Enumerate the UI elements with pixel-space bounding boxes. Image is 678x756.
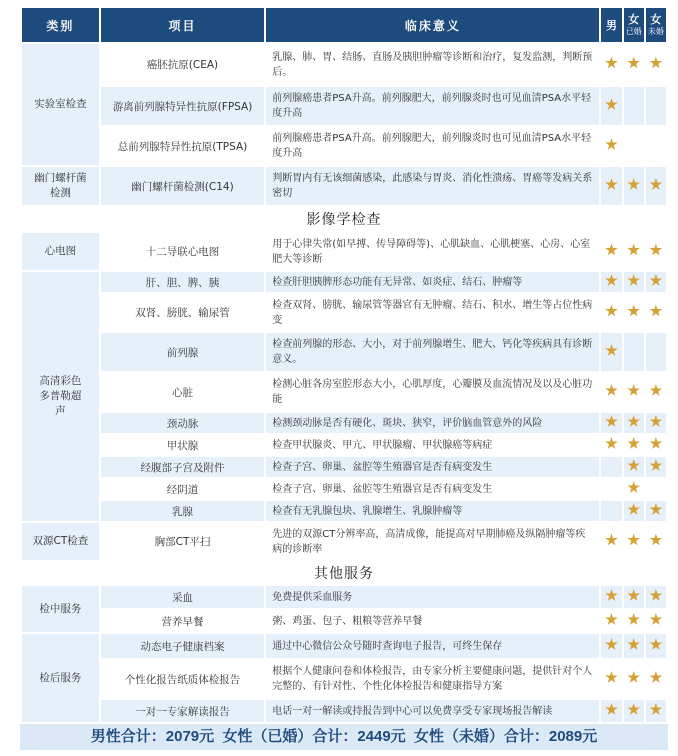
category-lab: 实验室检查 bbox=[22, 44, 99, 165]
star-icon bbox=[605, 138, 618, 151]
star-cell-m bbox=[601, 501, 621, 521]
star-icon bbox=[649, 671, 662, 684]
category-ultrasound: 高清彩色多普勒超声 bbox=[22, 272, 99, 521]
item-name: 营养早餐 bbox=[101, 610, 265, 632]
header-female-unmarried: 女 未婚 bbox=[646, 8, 666, 42]
star-icon bbox=[649, 178, 662, 191]
star-cell-m bbox=[601, 373, 621, 411]
star-cell-m bbox=[601, 479, 621, 499]
star-icon bbox=[627, 671, 640, 684]
table-row bbox=[22, 457, 666, 477]
header-category: 类别 bbox=[22, 8, 99, 42]
star-icon bbox=[605, 57, 618, 70]
star-cell-fu bbox=[646, 44, 666, 85]
star-icon bbox=[627, 481, 640, 494]
total-female-unmarried: 女性（未婚）合计：2089元 bbox=[413, 728, 598, 745]
item-meaning: 检测颈动脉是否有硬化、斑块、狭窄，评价脑血管意外的风险 bbox=[266, 413, 599, 433]
table-row bbox=[22, 233, 666, 270]
star-cell-fu bbox=[646, 413, 666, 433]
star-cell-fu bbox=[646, 501, 666, 521]
star-cell-fu bbox=[646, 700, 666, 722]
star-cell-m bbox=[601, 586, 621, 608]
table-row bbox=[22, 501, 666, 521]
star-icon bbox=[605, 384, 618, 397]
star-icon bbox=[627, 534, 640, 547]
item-name: 采血 bbox=[101, 586, 265, 608]
star-cell-m bbox=[601, 435, 621, 455]
item-name: 一对一专家解读报告 bbox=[101, 700, 265, 722]
table-row bbox=[22, 167, 666, 205]
star-cell-m bbox=[601, 660, 621, 698]
star-cell-fm bbox=[624, 333, 644, 371]
star-icon bbox=[605, 703, 618, 716]
table-row bbox=[22, 700, 666, 722]
star-cell-fm bbox=[624, 127, 644, 165]
star-icon bbox=[649, 459, 662, 472]
star-icon bbox=[627, 638, 640, 651]
star-cell-m bbox=[601, 87, 621, 125]
star-icon bbox=[627, 384, 640, 397]
item-meaning: 前列腺癌患者PSA升高。前列腺肥大，前列腺炎时也可见血清PSA水平轻度升高 bbox=[266, 127, 599, 165]
star-icon bbox=[649, 534, 662, 547]
star-icon bbox=[627, 244, 640, 257]
star-cell-fu bbox=[646, 457, 666, 477]
star-icon bbox=[605, 415, 618, 428]
star-icon bbox=[627, 503, 640, 516]
star-cell-m bbox=[601, 634, 621, 658]
section-imaging-title: 影像学检查 bbox=[22, 207, 666, 231]
item-name: 双肾、膀胱、输尿管 bbox=[101, 294, 265, 331]
item-name: 十二导联心电图 bbox=[101, 233, 265, 270]
category-post: 检后服务 bbox=[22, 634, 99, 722]
price-total-bar bbox=[20, 724, 668, 750]
star-cell-m bbox=[601, 700, 621, 722]
table-row bbox=[22, 333, 666, 371]
star-cell-m bbox=[601, 294, 621, 331]
header-meaning: 临床意义 bbox=[266, 8, 599, 42]
category-hp: 幽门螺杆菌检测 bbox=[22, 167, 99, 205]
item-name: 肝、胆、脾、胰 bbox=[101, 272, 265, 292]
table-row bbox=[22, 127, 666, 165]
star-cell-fm bbox=[624, 44, 644, 85]
header-item: 项目 bbox=[101, 8, 265, 42]
star-icon bbox=[605, 671, 618, 684]
total-male: 男性合计：2079元 bbox=[90, 728, 215, 745]
item-meaning: 根据个人健康问卷和体检报告，由专家分析主要健康问题，提供针对个人完整的、有针对性、个性化体检报告和健康指导方案 bbox=[266, 660, 599, 698]
star-cell-m bbox=[601, 167, 621, 205]
star-icon bbox=[649, 244, 662, 257]
item-name: 经腹部子宫及附件 bbox=[101, 457, 265, 477]
star-icon bbox=[605, 437, 618, 450]
star-cell-fu bbox=[646, 586, 666, 608]
star-cell-fu bbox=[646, 233, 666, 270]
item-meaning: 检查肝胆胰脾形态功能有无异常、如炎症、结石、肿瘤等 bbox=[266, 272, 599, 292]
item-name: 动态电子健康档案 bbox=[101, 634, 265, 658]
header-male: 男 bbox=[601, 8, 621, 42]
star-cell-fu bbox=[646, 373, 666, 411]
star-icon bbox=[627, 613, 640, 626]
star-cell-fu bbox=[646, 294, 666, 331]
star-icon bbox=[627, 437, 640, 450]
item-name: 幽门螺杆菌检测(C14) bbox=[101, 167, 265, 205]
star-icon bbox=[627, 589, 640, 602]
table-row bbox=[22, 660, 666, 698]
star-icon bbox=[605, 274, 618, 287]
category-ct: 双源CT检查 bbox=[22, 523, 99, 560]
star-icon bbox=[649, 703, 662, 716]
star-icon bbox=[627, 459, 640, 472]
table-row bbox=[22, 413, 666, 433]
star-cell-fm bbox=[624, 233, 644, 270]
item-meaning: 判断胃内有无该细菌感染，此感染与胃炎、消化性溃疡、胃癌等发病关系密切 bbox=[266, 167, 599, 205]
item-meaning: 电话一对一解读或持报告到中心可以免费享受专家现场报告解读 bbox=[266, 700, 599, 722]
item-meaning: 检查前列腺的形态、大小，对于前列腺增生、肥大、钙化等疾病具有诊断意义。 bbox=[266, 333, 599, 371]
item-name: 个性化报告纸质体检报告 bbox=[101, 660, 265, 698]
star-cell-fm bbox=[624, 87, 644, 125]
table-row bbox=[22, 523, 666, 560]
item-name: 心脏 bbox=[101, 373, 265, 411]
table-row bbox=[22, 44, 666, 85]
item-name: 乳腺 bbox=[101, 501, 265, 521]
item-meaning: 检查子宫、卵巢、盆腔等生殖器官是否有病变发生 bbox=[266, 457, 599, 477]
item-name: 经阴道 bbox=[101, 479, 265, 499]
star-cell-m bbox=[601, 413, 621, 433]
section-other-title: 其他服务 bbox=[22, 562, 666, 584]
star-cell-fu bbox=[646, 435, 666, 455]
star-cell-m bbox=[601, 44, 621, 85]
item-name: 甲状腺 bbox=[101, 435, 265, 455]
star-icon bbox=[649, 274, 662, 287]
star-icon bbox=[649, 613, 662, 626]
category-ecg: 心电图 bbox=[22, 233, 99, 270]
star-icon bbox=[627, 57, 640, 70]
item-meaning: 免费提供采血服务 bbox=[266, 586, 599, 608]
item-name: 总前列腺特异性抗原(TPSA) bbox=[101, 127, 265, 165]
star-cell-m bbox=[601, 523, 621, 560]
item-name: 游离前列腺特异性抗原(FPSA) bbox=[101, 87, 265, 125]
item-meaning: 粥、鸡蛋、包子、粗粮等营养早餐 bbox=[266, 610, 599, 632]
star-icon bbox=[649, 415, 662, 428]
star-icon bbox=[605, 244, 618, 257]
item-meaning: 乳腺、肺、胃、结肠、直肠及胰胆肿瘤等诊断和治疗，复发监测，判断预后。 bbox=[266, 44, 599, 85]
table-header bbox=[22, 8, 666, 42]
star-icon bbox=[605, 178, 618, 191]
star-cell-fm bbox=[624, 523, 644, 560]
star-icon bbox=[649, 638, 662, 651]
star-icon bbox=[649, 384, 662, 397]
star-icon bbox=[627, 703, 640, 716]
star-icon bbox=[649, 437, 662, 450]
star-icon bbox=[605, 534, 618, 547]
item-meaning: 先进的双源CT分辨率高，高清成像，能提高对早期肺癌及纵隔肿瘤等疾病的诊断率 bbox=[266, 523, 599, 560]
star-cell-fm bbox=[624, 294, 644, 331]
star-cell-fm bbox=[624, 272, 644, 292]
star-icon bbox=[649, 57, 662, 70]
total-female-married: 女性（已婚）合计：2449元 bbox=[222, 728, 406, 745]
item-meaning: 检查双肾、膀胱、输尿管等器官有无肿瘤、结石、积水、增生等占位性病变 bbox=[266, 294, 599, 331]
table-row bbox=[22, 294, 666, 331]
star-cell-fm bbox=[624, 435, 644, 455]
star-cell-fu bbox=[646, 87, 666, 125]
star-cell-fm bbox=[624, 479, 644, 499]
star-icon bbox=[649, 305, 662, 318]
star-cell-fu bbox=[646, 167, 666, 205]
table-row bbox=[22, 435, 666, 455]
item-meaning: 通过中心微信公众号随时查询电子报告，可终生保存 bbox=[266, 634, 599, 658]
star-icon bbox=[605, 589, 618, 602]
table-row bbox=[22, 610, 666, 632]
star-icon bbox=[649, 589, 662, 602]
star-cell-fm bbox=[624, 413, 644, 433]
star-cell-fu bbox=[646, 634, 666, 658]
table-row bbox=[22, 373, 666, 411]
table-row bbox=[22, 479, 666, 499]
table-row bbox=[22, 634, 666, 658]
table-row bbox=[22, 586, 666, 608]
star-cell-fu bbox=[646, 127, 666, 165]
item-name: 胸部CT平扫 bbox=[101, 523, 265, 560]
star-cell-fu bbox=[646, 660, 666, 698]
star-icon bbox=[627, 274, 640, 287]
star-cell-m bbox=[601, 610, 621, 632]
item-name: 前列腺 bbox=[101, 333, 265, 371]
star-icon bbox=[627, 305, 640, 318]
star-cell-fu bbox=[646, 479, 666, 499]
star-icon bbox=[627, 178, 640, 191]
star-cell-fu bbox=[646, 272, 666, 292]
item-name: 癌胚抗原(CEA) bbox=[101, 44, 265, 85]
star-icon bbox=[649, 503, 662, 516]
star-cell-fu bbox=[646, 610, 666, 632]
header-female-married: 女 已婚 bbox=[624, 8, 644, 42]
item-meaning: 检查子宫、卵巢、盆腔等生殖器官是否有病变发生 bbox=[266, 479, 599, 499]
item-meaning: 检查甲状腺炎、甲亢、甲状腺瘤、甲状腺癌等病症 bbox=[266, 435, 599, 455]
star-cell-m bbox=[601, 233, 621, 270]
star-cell-fm bbox=[624, 167, 644, 205]
star-cell-fu bbox=[646, 523, 666, 560]
star-cell-fu bbox=[646, 333, 666, 371]
star-cell-m bbox=[601, 127, 621, 165]
item-name: 颈动脉 bbox=[101, 413, 265, 433]
star-icon bbox=[605, 613, 618, 626]
star-icon bbox=[605, 638, 618, 651]
star-cell-m bbox=[601, 272, 621, 292]
star-cell-fm bbox=[624, 660, 644, 698]
star-cell-fm bbox=[624, 700, 644, 722]
item-meaning: 检测心脏各房室腔形态大小，心肌厚度，心瓣膜及血流情况及以及心脏功能 bbox=[266, 373, 599, 411]
item-meaning: 前列腺癌患者PSA升高。前列腺肥大，前列腺炎时也可见血清PSA水平轻度升高 bbox=[266, 87, 599, 125]
star-cell-fm bbox=[624, 610, 644, 632]
star-cell-fm bbox=[624, 501, 644, 521]
item-meaning: 检查有无乳腺包块、乳腺增生、乳腺肿瘤等 bbox=[266, 501, 599, 521]
star-cell-fm bbox=[624, 373, 644, 411]
star-cell-m bbox=[601, 333, 621, 371]
table-row bbox=[22, 87, 666, 125]
star-cell-fm bbox=[624, 586, 644, 608]
star-cell-fm bbox=[624, 457, 644, 477]
star-icon bbox=[605, 98, 618, 111]
item-meaning: 用于心律失常(如早搏、传导障碍等)、心肌缺血、心肌梗塞、心房、心室肥大等诊断 bbox=[266, 233, 599, 270]
category-mid: 检中服务 bbox=[22, 586, 99, 632]
star-icon bbox=[605, 305, 618, 318]
star-cell-fm bbox=[624, 634, 644, 658]
star-icon bbox=[627, 415, 640, 428]
checkup-table bbox=[20, 6, 668, 724]
table-row bbox=[22, 272, 666, 292]
star-icon bbox=[605, 344, 618, 357]
star-cell-m bbox=[601, 457, 621, 477]
